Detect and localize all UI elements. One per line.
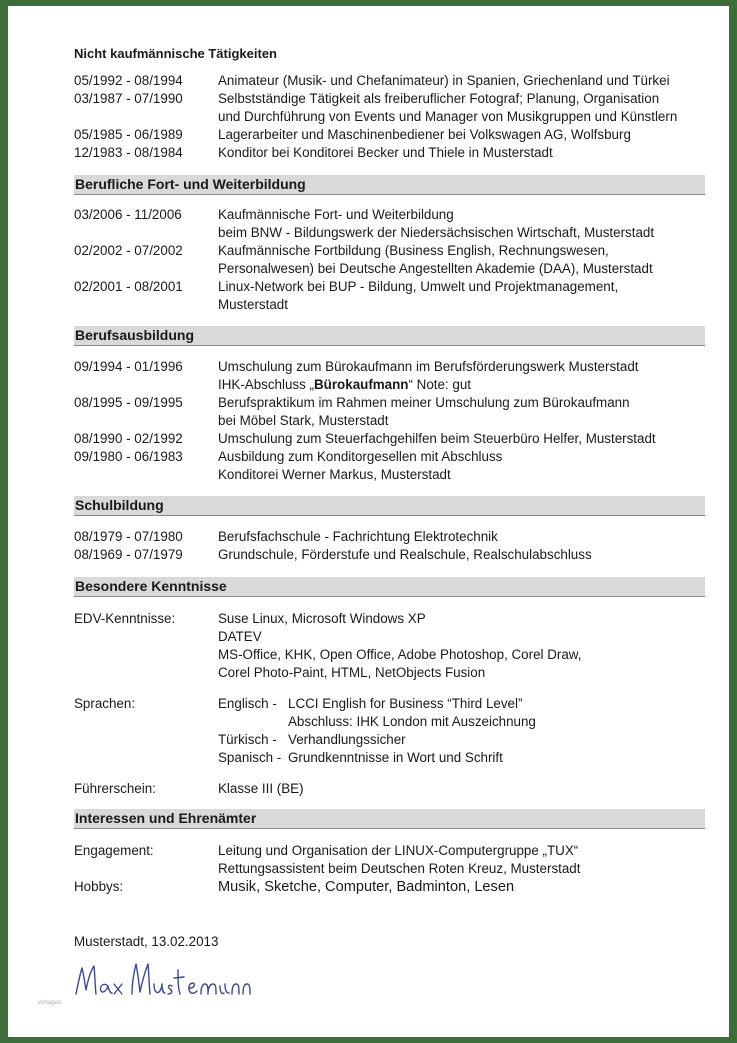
language-level: Grundkenntnisse in Wort und Schrift xyxy=(288,750,503,765)
language-level: Abschluss: IHK London mit Auszeichnung xyxy=(288,714,536,729)
cv-page: Nicht kaufmännische Tätigkeiten 05/1992 - 08/1994 Animateur (Musik- und Chefanimateur) in Spanien, Griechenland und Türkei 03/1987 - 07/1990 Selbstständige Tätigkeit als freiberuflicher Fotograf; Planung, Organisation und Durchführung von Events und Manager von Musikgruppen und Künstlern 05/1985 - 06/1989 Lagerarbeiter und Maschinenbediener bei Volkswagen AG, Wolfsburg 12/1983 - 08/1984 Konditor bei Konditorei Becker und Thiele in Musterstadt Berufliche Fort- und Weiterbildung 03/2006 - 11/2006 Kaufmännische Fort- und Weiterbildung beim BNW - Bildungswerk der Niedersächsischen Wirtschaft, Musterstadt 02/2002 - 07/2002 Kaufmännische Fortbildung (Business English, Rechnungswesen, Personalwesen) bei Deutsche Angestellten Akademie (DAA), Musterstadt 02/2001 - 08/2001 Linux-Network bei BUP - Bildung, Umwelt und Projektmanagement, Musterstadt Berufsausbildung 09/1994 - 01/1996 Umschulung zum Bürokaufmann im Berufsförderungswerk Musterstadt IHK-Abschluss „Bürokaufmann“ Note: gut 08/1995 - 09/1995 Berufspraktikum im Rahmen meiner Umschulung zum Bürokaufmann bei Möbel Stark, Musterstadt 08/1990 - 02/1992 Umschulung zum Steuerfachgehilfen beim Steuerbüro Helfer, Musterstadt 09/1980 - 06/1983 Ausbildung zum Konditorgesellen mit Abschluss Konditorei Werner Markus, Musterstadt Schulbildung 08/1979 - 07/1980 Berufsfachschule - Fachrichtung Elektrotechnik 08/1969 - 07/1979 Grundschule, Förderstufe und Realschule, Realschulabschluss Besondere Kenntnisse EDV-Kenntnisse: Suse Linux, Microsoft Windows XP DATEV MS-Office, KHK, Open Office, Adobe Photoshop, Corel Draw, Corel Photo-Paint, HTML, NetObjects Fusion Sprachen: Englisch - LCCI English for Business “Third Level” Abschluss: IHK London mit Auszeichnung Türkisch - Verhandlungssicher Spanisch - Grundkenntnisse in Wort und Schrift Führerschein: Klasse III (BE) Interessen und Ehrenämter Engagement: Leitung und Organisation der LINUX-Computergruppe „TUX“ Rettungsassistent beim Deutschen Roten Kreuz, Musterstadt Hobbys: Musik, Sketche, Computer, Badminton, Lesen Musterstadt, 13.02.2013 vorlagen xyxy=(8,6,729,1037)
section-header-skills: Besondere Kenntnisse xyxy=(74,577,705,596)
language-name: Englisch - xyxy=(218,696,277,711)
section-divider xyxy=(74,828,705,829)
language-name: Spanisch - xyxy=(218,750,282,765)
language-level: Verhandlungssicher xyxy=(288,732,406,747)
section-header-interests: Interessen und Ehrenämter xyxy=(74,809,705,828)
section-header-school: Schulbildung xyxy=(74,496,705,515)
section-header-further-training: Berufliche Fort- und Weiterbildung xyxy=(74,175,705,194)
section-divider xyxy=(74,194,705,195)
section-divider xyxy=(74,515,705,516)
section-header-vocational-training: Berufsausbildung xyxy=(74,326,705,345)
language-name: Türkisch - xyxy=(218,732,277,747)
watermark-text: vorlagen xyxy=(38,1000,62,1006)
language-level: LCCI English for Business “Third Level” xyxy=(288,696,523,711)
section-divider xyxy=(74,345,705,346)
section-title-non-commercial: Nicht kaufmännische Tätigkeiten xyxy=(74,46,277,61)
section-divider xyxy=(74,596,705,597)
signature-image xyxy=(74,956,254,1006)
